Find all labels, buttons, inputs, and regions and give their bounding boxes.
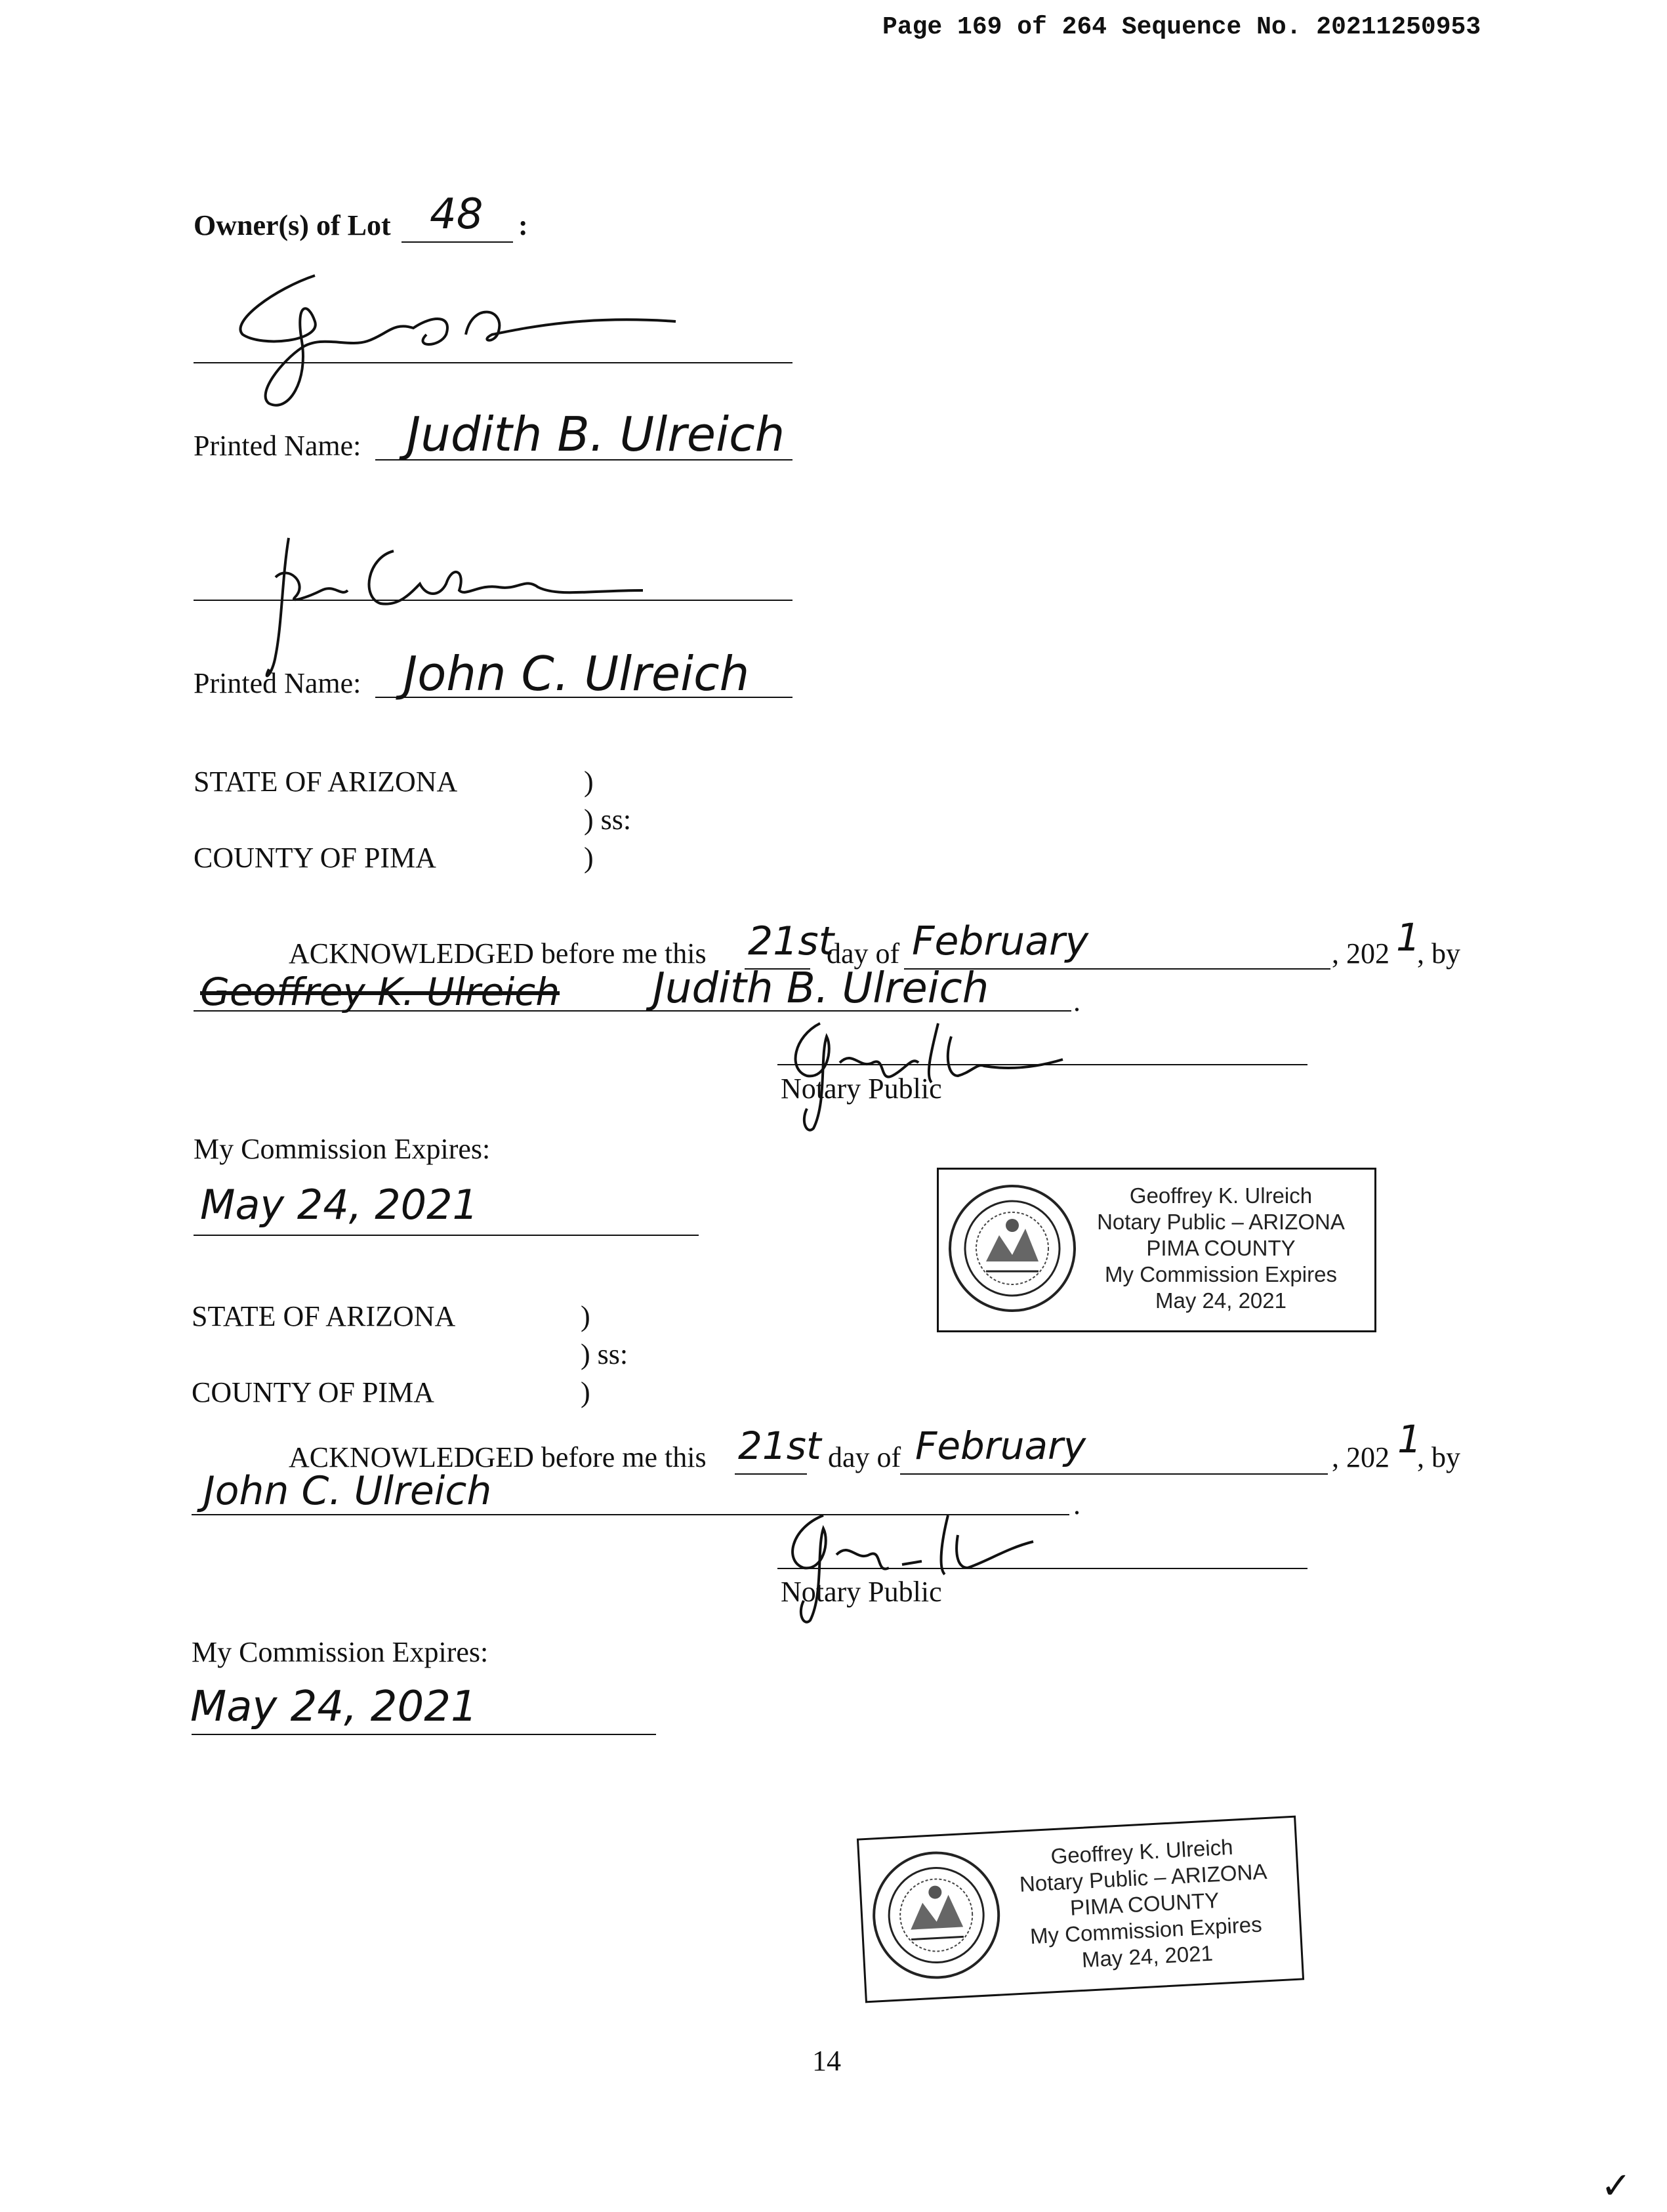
stamp-1-line-4: My Commission Expires — [1105, 1262, 1337, 1286]
ack-2-year-correction: 1 — [1397, 1417, 1422, 1462]
ack-1-lead-text: ACKNOWLEDGED before me this — [289, 937, 707, 970]
commission-1-label: My Commission Expires: — [194, 1133, 491, 1165]
venue-1-paren-1: ) — [584, 766, 594, 798]
ack-1-struck-name: Geoffrey K. Ulreich — [200, 970, 560, 1014]
ack-2-period: . — [1073, 1488, 1080, 1521]
stamp-1-line-1: Geoffrey K. Ulreich — [1129, 1183, 1313, 1208]
ack-1-period: . — [1073, 985, 1080, 1017]
ack-2-lead-text: ACKNOWLEDGED before me this — [289, 1441, 707, 1473]
printed-name-2-handwritten: John C. Ulreich — [403, 646, 750, 701]
signature-line-1 — [194, 362, 792, 363]
ack-1-day-handwritten: 21st — [748, 918, 834, 964]
owners-colon: : — [518, 209, 528, 241]
page-sequence-header: Page 169 of 264 Sequence No. 20211250953 — [882, 13, 1481, 41]
notary-stamp-1 — [937, 1168, 1376, 1332]
commission-2-label: My Commission Expires: — [192, 1636, 489, 1668]
stamp-1-line-5: May 24, 2021 — [1155, 1288, 1286, 1313]
venue-2-county: COUNTY OF PIMA — [192, 1376, 434, 1408]
check-mark-icon: ✓ — [1601, 2165, 1632, 2207]
page-number: 14 — [812, 2045, 841, 2077]
ack-2-name-handwritten: John C. Ulreich — [203, 1468, 492, 1514]
commission-2-line — [192, 1734, 656, 1735]
stamp-1-line-3: PIMA COUNTY — [1146, 1236, 1296, 1260]
lot-number-handwritten: 48 — [430, 190, 484, 239]
commission-1-date-handwritten: May 24, 2021 — [200, 1181, 478, 1229]
notary-public-label-1: Notary Public — [781, 1073, 942, 1105]
ack-2-year-prefix: , 202 — [1332, 1441, 1389, 1473]
printed-name-label-2: Printed Name: — [194, 667, 361, 699]
venue-1-county: COUNTY OF PIMA — [194, 842, 436, 874]
arizona-seal-icon — [867, 1846, 1005, 1984]
stamp-2-line-1: Geoffrey K. Ulreich — [1050, 1834, 1234, 1869]
venue-1-paren-ss: ) ss: — [584, 804, 632, 836]
notary-signature-line-2 — [777, 1568, 1307, 1569]
ack-2-month-line — [900, 1473, 1328, 1475]
printed-name-1-handwritten: Judith B. Ulreich — [407, 407, 785, 462]
notary-stamp-2 — [857, 1816, 1304, 2003]
venue-2-state: STATE OF ARIZONA — [192, 1300, 456, 1332]
ack-2-by: , by — [1417, 1441, 1460, 1473]
notary-signature-line-1 — [777, 1064, 1307, 1065]
stamp-2-line-4: My Commission Expires — [1029, 1912, 1263, 1949]
notary-public-label-2: Notary Public — [781, 1576, 942, 1608]
signature-line-2 — [194, 600, 792, 601]
stamp-1-line-2: Notary Public – ARIZONA — [1097, 1210, 1345, 1234]
ack-1-month-handwritten: February — [912, 918, 1089, 964]
judith-signature — [216, 262, 728, 413]
ack-2-month-handwritten: February — [915, 1423, 1086, 1468]
venue-2-paren-ss: ) ss: — [581, 1338, 628, 1370]
venue-1-paren-3: ) — [584, 842, 594, 874]
ack-2-day-of: day of — [828, 1441, 901, 1473]
ack-1-day-of: day of — [827, 937, 900, 970]
commission-2-date-handwritten: May 24, 2021 — [190, 1683, 478, 1731]
ack-2-day-handwritten: 21st — [738, 1423, 821, 1468]
owners-of-lot-label: Owner(s) of Lot — [194, 209, 391, 241]
printed-name-label-1: Printed Name: — [194, 430, 361, 462]
venue-1-state: STATE OF ARIZONA — [194, 766, 458, 798]
stamp-2-line-3: PIMA COUNTY — [1069, 1887, 1220, 1920]
stamp-2-line-2: Notary Public – ARIZONA — [1018, 1859, 1268, 1896]
arizona-seal-icon — [947, 1183, 1078, 1314]
ack-2-day-line — [735, 1473, 807, 1475]
venue-2-paren-1: ) — [581, 1300, 590, 1332]
ack-1-by: , by — [1417, 937, 1460, 970]
lot-number-line — [401, 241, 513, 243]
notary-signature-2 — [777, 1502, 1040, 1627]
ack-1-name-handwritten: Judith B. Ulreich — [653, 964, 989, 1013]
ack-1-year-prefix: , 202 — [1332, 937, 1389, 970]
ack-1-year-correction: 1 — [1396, 915, 1420, 960]
stamp-2-line-5: May 24, 2021 — [1081, 1940, 1214, 1972]
commission-1-line — [194, 1235, 699, 1236]
venue-2-paren-3: ) — [581, 1376, 590, 1408]
